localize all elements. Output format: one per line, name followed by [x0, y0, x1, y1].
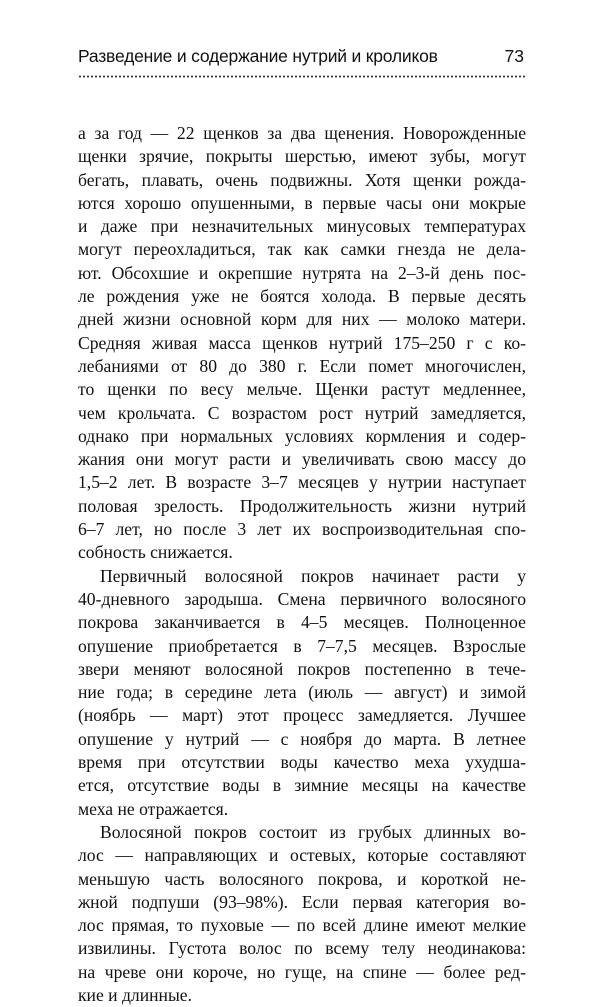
text-line: ется, отсутствие воды в зимние месяцы на качестве — [78, 775, 526, 796]
text-line: и даже при незначительных минусовых температурах — [78, 216, 526, 237]
text-line: опушение приобретается в 7–7,5 месяцев. Взрослые — [78, 635, 526, 656]
text-line: меньшую часть волосяного покрова, и короткой не- — [78, 868, 526, 889]
text-line: а за год — 22 щенков за два щенения. Новорожденные — [78, 123, 526, 143]
text-line: щенки зрячие, покрыты шерстью, имеют зубы, могут — [78, 146, 526, 167]
text-line: чем крольчата. С возрастом рост нутрий замедляется, — [78, 402, 526, 423]
text-line: 6–7 лет, но после 3 лет их воспроизводительная спо- — [78, 519, 526, 540]
text-line: то щенки по весу мельче. Щенки растут медленнее, — [78, 379, 526, 400]
text-line: ние года; в середине лета (июль — август) и зимой — [78, 682, 526, 703]
text-line: Первичный волосяной покров начинает расти у — [100, 565, 526, 586]
header-dotted-rule — [78, 74, 526, 79]
text-line: 40-дневного зародыша. Смена первичного волосяного — [78, 588, 526, 609]
text-line: дней жизни основной корм для них — молоко матери. — [78, 309, 526, 330]
page-header — [78, 44, 526, 74]
text-line: жной подпуши (93–98%). Если первая категория во- — [78, 891, 526, 912]
text-line: жания они могут расти и увеличивать свою массу до — [78, 449, 526, 470]
text-line: Волосяной покров состоит из грубых длинных во- — [100, 821, 526, 842]
running-title: Разведение и содержание нутрий и кроликов — [78, 46, 438, 66]
text-line: лос — направляющих и остевых, которые составляют — [78, 845, 526, 866]
text-line: половая зрелость. Продолжительность жизни нутрий — [78, 495, 526, 516]
text-line: однако при нормальных условиях кормления и содер- — [78, 425, 526, 446]
text-line: извилины. Густота волос по всему телу неодинакова: — [78, 938, 526, 959]
text-line: собность снижается. — [78, 542, 233, 563]
text-line: опушение у нутрий — с ноября до марта. В летнее — [78, 728, 526, 749]
text-line: Средняя живая масса щенков нутрий 175–250 г с ко- — [78, 332, 526, 353]
text-line: лебаниями от 80 до 380 г. Если помет многочислен, — [78, 355, 526, 376]
text-line: могут переохладиться, так как самки гнезда не дела- — [78, 239, 526, 260]
text-line: лос прямая, то пуховые — по всей длине имеют мелкие — [78, 915, 526, 936]
text-line: ют. Обсохшие и окрепшие нутрята на 2–3-й день пос- — [78, 262, 526, 283]
text-line: звери меняют волосяной покров постепенно в тече- — [78, 658, 526, 679]
text-line: ются хорошо опушенными, в первые часы они мокрые — [78, 192, 526, 213]
text-body — [78, 122, 526, 1007]
text-line: (ноябрь — март) этот процесс замедляется. Лучшее — [78, 705, 526, 726]
text-line: 1,5–2 лет. В возрасте 3–7 месяцев у нутрии наступает — [78, 472, 526, 493]
paragraph-1 — [78, 122, 526, 565]
text-line: кие и длинные. — [78, 984, 192, 1005]
text-line: меха не отражается. — [78, 798, 229, 819]
text-line: на чреве они короче, но гуще, на спине — более ред- — [78, 961, 526, 982]
text-line: бегать, плавать, очень подвижны. Хотя щенки рожда- — [78, 169, 526, 190]
paragraph-3 — [78, 821, 526, 1007]
page-number: 73 — [504, 46, 524, 66]
paragraph-2 — [78, 565, 526, 821]
text-line: покрова заканчивается в 4–5 месяцев. Полноценное — [78, 612, 526, 633]
text-line: ле рождения уже не боятся холода. В первые десять — [78, 286, 526, 307]
text-line: время при отсутствии воды качество меха ухудша- — [78, 752, 526, 773]
